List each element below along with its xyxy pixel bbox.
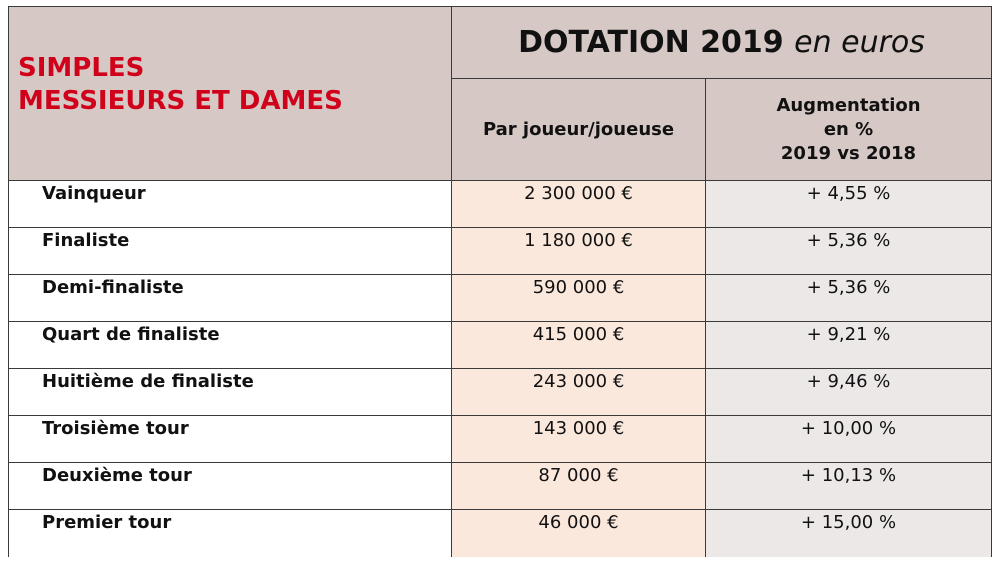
increase-column-header [706, 79, 991, 181]
increase-cell: + 4,55 % [706, 181, 991, 228]
increase-cell: + 9,21 % [706, 322, 991, 369]
amount-cell: 590 000 € [452, 275, 706, 322]
category-line-1: SIMPLES [18, 53, 145, 83]
dotation-title-main: DOTATION 2019 [518, 25, 784, 60]
amount-cell: 1 180 000 € [452, 228, 706, 275]
amount-cell: 143 000 € [452, 416, 706, 463]
round-cell: Vainqueur [9, 181, 452, 228]
category-header-cell [9, 7, 452, 181]
dotation-title [518, 25, 925, 60]
dotation-title-unit: en euros [794, 25, 925, 60]
increase-label-line-1: Augmentation [776, 94, 921, 116]
amount-column-label: Par joueur/joueuse [482, 118, 675, 140]
amount-cell: 2 300 000 € [452, 181, 706, 228]
table-row [9, 510, 991, 557]
amount-column-header [452, 79, 706, 181]
amount-cell: 87 000 € [452, 463, 706, 510]
increase-cell: + 10,00 % [706, 416, 991, 463]
increase-cell: + 15,00 % [706, 510, 991, 557]
increase-cell: + 10,13 % [706, 463, 991, 510]
round-cell: Huitième de finaliste [9, 369, 452, 416]
table-row [9, 463, 991, 510]
increase-cell: + 9,46 % [706, 369, 991, 416]
table-row [9, 181, 991, 228]
increase-label-line-2: en % [823, 118, 874, 140]
amount-cell: 415 000 € [452, 322, 706, 369]
round-cell: Finaliste [9, 228, 452, 275]
amount-cell: 243 000 € [452, 369, 706, 416]
amount-cell: 46 000 € [452, 510, 706, 557]
round-cell: Deuxième tour [9, 463, 452, 510]
round-cell: Quart de finaliste [9, 322, 452, 369]
table-row [9, 369, 991, 416]
table-row [9, 416, 991, 463]
round-cell: Premier tour [9, 510, 452, 557]
prize-money-table [8, 6, 992, 557]
round-cell: Troisième tour [9, 416, 452, 463]
category-title [18, 52, 343, 118]
increase-column-label [776, 94, 920, 166]
table-row [9, 322, 991, 369]
round-cell: Demi-finaliste [9, 275, 452, 322]
increase-cell: + 5,36 % [706, 275, 991, 322]
table-row [9, 228, 991, 275]
category-line-2: MESSIEURS ET DAMES [18, 86, 343, 116]
increase-cell: + 5,36 % [706, 228, 991, 275]
table-row [9, 275, 991, 322]
increase-label-line-3: 2019 vs 2018 [780, 142, 917, 164]
dotation-title-cell [452, 7, 991, 79]
